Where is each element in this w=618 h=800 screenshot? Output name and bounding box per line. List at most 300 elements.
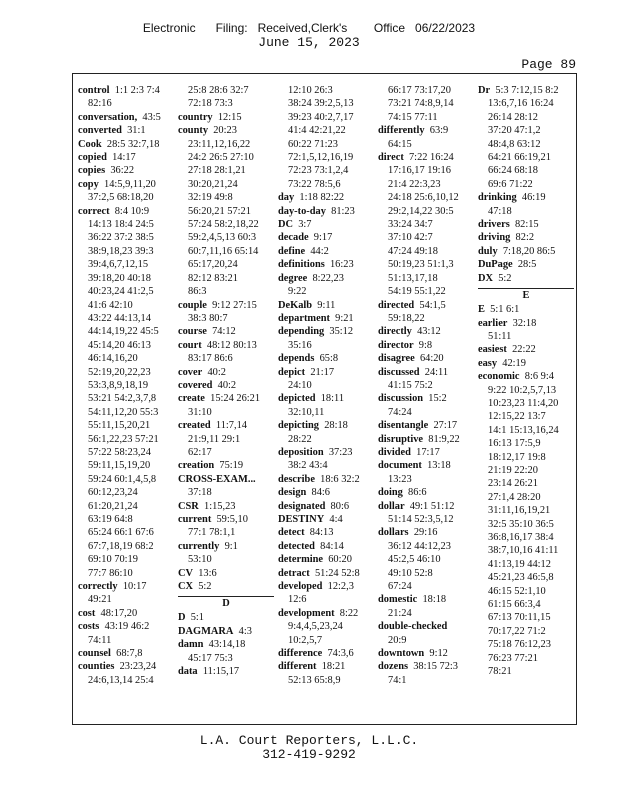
index-page-refs: 32:18 <box>512 317 537 329</box>
index-term: dollars <box>378 527 409 539</box>
index-term: disagree <box>378 353 415 365</box>
index-page-refs: 9:11 <box>317 299 336 311</box>
index-page-refs: 36:22 <box>110 165 135 177</box>
index-entry <box>278 567 374 580</box>
index-entry-continuation: 37:2,5 68:18,20 <box>88 192 154 204</box>
index-page-refs: 7:18,20 86:5 <box>502 245 556 257</box>
index-page-refs: 18:21 <box>321 661 346 673</box>
index-entry <box>378 392 474 405</box>
index-entry <box>78 124 174 137</box>
index-entry <box>378 299 474 312</box>
index-entry-continuation: 27:1,4 28:20 <box>488 491 541 503</box>
index-entry-continuation: 9:22 10:2,5,7,13 <box>488 384 557 396</box>
index-term: counsel <box>78 648 111 660</box>
index-entry <box>378 419 474 432</box>
index-page-refs: 54:1,5 <box>419 299 446 311</box>
index-page-refs: 18:11 <box>320 393 345 405</box>
index-term: duly <box>478 245 498 257</box>
index-entry <box>378 620 474 633</box>
index-page-refs: 29:16 <box>413 527 438 539</box>
index-entry-continuation: 52:19,20,22,23 <box>88 366 151 378</box>
index-entry <box>378 433 474 446</box>
index-entry-continuation: 38:9,18,23 39:3 <box>88 245 154 257</box>
index-page-refs: 17:17 <box>416 446 440 458</box>
index-entry <box>178 124 274 137</box>
index-term: design <box>278 487 307 499</box>
index-entry-continuation: 46:14,16,20 <box>88 353 138 365</box>
index-entry-continuation: 36:22 37:2 38:5 <box>88 232 154 244</box>
index-entry-continuation: 43:22 44:13,14 <box>88 312 151 324</box>
index-entry <box>478 357 574 370</box>
index-page-refs: 63:9 <box>429 125 449 137</box>
index-entry <box>378 339 474 352</box>
index-term: direct <box>378 152 404 164</box>
index-entry-continuation: 48:4,8 63:12 <box>488 138 541 150</box>
index-entry <box>378 352 474 365</box>
index-term: drivers <box>478 219 510 231</box>
index-entry <box>478 218 574 231</box>
index-entry-continuation: 82:16 <box>88 98 112 110</box>
index-page-refs: 9:17 <box>313 232 333 244</box>
index-entry-continuation: 64:15 <box>388 138 412 150</box>
index-entry-continuation: 12:15,22 13:7 <box>488 411 546 423</box>
section-letter: D <box>222 598 230 610</box>
transcript-date: June 15, 2023 <box>258 35 360 50</box>
index-page-refs: 81:23 <box>331 205 355 217</box>
index-entry <box>378 151 474 164</box>
index-term: DAGMARA <box>178 625 234 637</box>
index-entry-continuation: 37:18 <box>188 487 212 499</box>
index-term: economic <box>478 371 520 383</box>
index-entry-continuation: 24:18 25:6,10,12 <box>388 192 459 204</box>
index-entry-continuation: 45:2,5 46:10 <box>388 554 441 566</box>
index-entry-continuation: 51:13,17,18 <box>388 272 438 284</box>
index-entry-continuation: 65:24 66:1 67:6 <box>88 527 154 539</box>
index-page-refs: 64:20 <box>419 353 444 365</box>
index-entry-continuation: 16:13 17:5,9 <box>488 438 541 450</box>
index-entry-continuation: 54:11,12,20 55:3 <box>88 406 159 418</box>
index-entry-continuation: 64:21 66:19,21 <box>488 152 551 164</box>
index-entry-continuation: 67:13 70:11,15 <box>488 612 551 624</box>
index-term: define <box>278 245 306 257</box>
index-entry <box>278 580 374 593</box>
index-page-refs: 82:2 <box>515 232 535 244</box>
index-term: determine <box>278 554 324 566</box>
index-page-refs: 74:12 <box>212 326 236 338</box>
index-term: court <box>178 339 202 351</box>
index-entry-continuation: 47:18 <box>488 205 512 217</box>
index-page-refs: 48:17,20 <box>100 607 138 619</box>
index-page-refs: 18:18 <box>422 594 447 606</box>
index-entry <box>278 312 374 325</box>
index-entry <box>278 446 374 459</box>
index-term: control <box>78 85 110 96</box>
index-entry-continuation: 67:24 <box>388 581 412 593</box>
index-page-refs: 9:21 <box>335 312 354 324</box>
index-entry-continuation: 62:17 <box>188 446 212 458</box>
index-page-refs: 27:17 <box>433 420 458 432</box>
index-term: couple <box>178 299 207 311</box>
index-term: discussion <box>378 393 424 405</box>
index-page-refs: 40:2 <box>207 366 226 378</box>
index-entry-continuation: 14:13 18:4 24:5 <box>88 219 154 231</box>
index-column-4 <box>378 84 474 687</box>
index-entry-continuation: 38:24 39:2,5,13 <box>288 98 354 110</box>
index-entry <box>178 299 274 312</box>
index-term: DESTINY <box>278 514 325 525</box>
index-entry-continuation: 18:12,17 19:8 <box>488 451 546 463</box>
index-entry-continuation: 51:14 52:3,5,12 <box>388 514 454 525</box>
index-entry-continuation: 60:22 71:23 <box>288 138 338 150</box>
index-entry <box>78 164 174 177</box>
index-entry <box>378 500 474 513</box>
index-entry <box>278 526 374 539</box>
index-page-refs: 15:24 26:21 <box>210 393 261 405</box>
index-entry <box>278 660 374 673</box>
index-entry-continuation: 27:18 28:1,21 <box>188 165 246 177</box>
index-entry-continuation: 21:9,11 29:1 <box>188 433 241 445</box>
index-entry-continuation: 36:8,16,17 38:4 <box>488 532 554 543</box>
index-term: easy <box>478 357 498 369</box>
index-term: domestic <box>378 594 418 606</box>
index-term: data <box>178 666 198 678</box>
index-term: depends <box>278 353 315 365</box>
index-term: differently <box>378 125 425 137</box>
index-term: cost <box>78 607 96 619</box>
index-entry-continuation: 10:23,23 11:4,20 <box>488 397 559 409</box>
index-entry <box>278 607 374 620</box>
index-entry-continuation: 57:22 58:23,24 <box>88 446 151 458</box>
index-entry <box>278 486 374 499</box>
index-entry <box>378 446 474 459</box>
index-entry <box>78 580 174 593</box>
index-term: director <box>378 339 414 351</box>
index-term: definitions <box>278 259 325 271</box>
index-entry-continuation: 52:13 65:8,9 <box>288 674 341 686</box>
index-page-refs: 14:17 <box>112 152 136 164</box>
index-term: doing <box>378 487 403 499</box>
index-entry-continuation: 41:6 42:10 <box>88 299 133 311</box>
index-entry-continuation: 32:10,11 <box>288 406 325 418</box>
index-entry-continuation: 86:3 <box>188 286 207 298</box>
index-term: create <box>178 393 205 405</box>
index-entry <box>278 500 374 513</box>
filing-stamp: Electronic Filing: Received,Clerk's Office 06/22/2023 <box>142 21 476 35</box>
index-term: E <box>478 304 485 316</box>
index-entry-continuation: 26:14 28:12 <box>488 111 538 123</box>
index-entry <box>178 473 274 486</box>
index-entry <box>278 191 374 204</box>
index-entry-continuation: 32:19 49:8 <box>188 192 233 204</box>
index-page-refs: 49:1 51:12 <box>409 500 455 512</box>
index-term: covered <box>178 379 213 391</box>
index-term: document <box>378 460 422 472</box>
index-page-refs: 18:6 32:2 <box>320 473 360 485</box>
index-page-refs: 12:2,3 <box>327 581 354 593</box>
index-entry-continuation: 46:15 52:1,10 <box>488 585 546 597</box>
index-entry-continuation: 47:24 49:18 <box>388 245 438 257</box>
index-page-refs: 81:9,22 <box>428 433 460 445</box>
index-entry <box>178 392 274 405</box>
index-entry <box>478 191 574 204</box>
index-page-refs: 40:2 <box>217 379 237 391</box>
index-page-refs: 15:2 <box>428 393 447 405</box>
index-entry <box>78 178 174 191</box>
index-entry-continuation: 45:17 75:3 <box>188 652 233 664</box>
index-page-refs: 5:3 7:12,15 8:2 <box>495 85 559 96</box>
index-term: course <box>178 326 207 338</box>
index-page-refs: 1:1 2:3 7:4 <box>114 85 160 96</box>
index-entry-continuation: 69:6 71:22 <box>488 178 533 190</box>
index-entry-continuation: 53:3,8,9,18,19 <box>88 379 149 391</box>
index-term: day-to-day <box>278 205 326 217</box>
index-term: directly <box>378 326 412 338</box>
index-entry-continuation: 37:20 47:1,2 <box>488 125 541 137</box>
index-page-refs: 9:1 <box>224 540 238 552</box>
reporter-company: L.A. Court Reporters, L.L.C. <box>199 733 419 748</box>
index-column-1 <box>78 84 174 687</box>
index-page-refs: 5:2 <box>498 272 512 284</box>
index-page-refs: 13:6 <box>198 567 217 579</box>
index-entry-continuation: 50:19,23 51:1,3 <box>388 259 454 271</box>
index-entry <box>478 231 574 244</box>
index-entry <box>378 486 474 499</box>
index-entry <box>478 303 574 316</box>
index-entry-continuation: 41:4 42:21,22 <box>288 125 346 137</box>
index-entry <box>378 366 474 379</box>
index-term: current <box>178 514 212 525</box>
index-entry-continuation: 61:15 66:3,4 <box>488 599 541 611</box>
index-page-refs: 13:18 <box>427 460 451 472</box>
index-term: decade <box>278 232 309 244</box>
index-term: degree <box>278 272 308 284</box>
section-letter: E <box>522 290 530 302</box>
index-entry-continuation: 23:14 26:21 <box>488 478 538 490</box>
index-term: depicted <box>278 393 316 405</box>
index-page-refs: 86:6 <box>408 487 427 499</box>
index-entry-continuation: 9:4,4,5,23,24 <box>288 621 343 633</box>
index-entry <box>378 647 474 660</box>
index-page-refs: 35:12 <box>329 326 354 338</box>
index-entry <box>378 593 474 606</box>
index-entry <box>278 647 374 660</box>
index-entry <box>78 151 174 164</box>
index-term: county <box>178 125 209 137</box>
index-page-refs: 8:22,23 <box>312 272 344 284</box>
index-entry-continuation: 75:18 76:12,23 <box>488 639 551 651</box>
index-page-refs: 12:15 <box>217 111 242 123</box>
index-entry-continuation: 67:7,18,19 68:2 <box>88 540 154 552</box>
index-entry <box>178 611 274 624</box>
index-term: downtown <box>378 648 425 660</box>
index-page-refs: 74:3,6 <box>327 648 354 660</box>
index-entry-continuation: 39:4,6,7,12,15 <box>88 259 149 271</box>
index-term: development <box>278 607 335 619</box>
index-entry-continuation: 17:16,17 19:16 <box>388 165 451 177</box>
index-entry-continuation: 25:8 28:6 32:7 <box>188 85 249 96</box>
index-entry <box>278 231 374 244</box>
index-entry-continuation: 53:10 <box>188 554 212 566</box>
index-page-refs: 10:17 <box>122 581 147 593</box>
index-entry-continuation: 78:21 <box>488 666 512 678</box>
index-entry <box>78 660 174 673</box>
index-page-refs: 16:23 <box>329 259 354 271</box>
index-entry-continuation: 41:13,19 44:12 <box>488 558 551 570</box>
index-entry-continuation: 49:10 52:8 <box>388 567 433 579</box>
index-entry <box>78 607 174 620</box>
index-entry <box>278 419 374 432</box>
reporter-phone: 312-419-9292 <box>262 747 356 762</box>
index-term: correctly <box>78 581 118 593</box>
index-entry-continuation: 56:20,21 57:21 <box>188 205 251 217</box>
index-entry-continuation: 56:1,22,23 57:21 <box>88 433 159 445</box>
index-entry <box>178 665 274 678</box>
index-page-refs: 5:2 <box>198 581 212 593</box>
index-term: DeKalb <box>278 299 313 311</box>
index-page-refs: 5:1 <box>190 612 204 624</box>
index-term: directed <box>378 299 415 311</box>
index-entry-continuation: 30:20,21,24 <box>188 178 238 190</box>
index-page-refs: 24:11 <box>424 366 449 378</box>
index-term: dollar <box>378 500 405 512</box>
index-entry <box>478 317 574 330</box>
index-term: detected <box>278 540 315 552</box>
index-entry-continuation: 13:6,7,16 16:24 <box>488 98 554 110</box>
index-term: DX <box>478 272 494 284</box>
index-page-refs: 38:15 72:3 <box>413 661 458 673</box>
index-entry-continuation: 54:19 55:1,22 <box>388 286 446 298</box>
index-entry-continuation: 60:7,11,16 65:14 <box>188 245 259 257</box>
index-entry-continuation: 13:23 <box>388 473 412 485</box>
index-term: difference <box>278 648 323 660</box>
index-term: Cook <box>78 138 102 150</box>
index-entry-continuation: 83:17 86:6 <box>188 353 233 365</box>
index-term: CROSS-EXAM... <box>178 473 256 485</box>
index-entry <box>178 379 274 392</box>
index-entry <box>178 580 274 593</box>
index-entry <box>78 647 174 660</box>
index-term: depending <box>278 326 325 338</box>
index-entry <box>278 272 374 285</box>
index-entry-continuation: 44:14,19,22 45:5 <box>88 326 159 338</box>
index-term: creation <box>178 460 215 472</box>
index-term: detect <box>278 527 305 539</box>
index-term: CX <box>178 581 194 593</box>
index-term: divided <box>378 446 411 458</box>
index-entry-continuation: 59:2,4,5,13 60:3 <box>188 232 257 244</box>
index-entry <box>278 258 374 271</box>
index-page-refs: 80:6 <box>330 500 350 512</box>
index-entry-continuation: 28:22 <box>288 433 312 445</box>
index-entry <box>478 272 574 285</box>
index-entry <box>278 325 374 338</box>
index-term: correct <box>78 205 110 217</box>
index-entry <box>178 540 274 553</box>
index-entry-continuation: 33:24 34:7 <box>388 219 433 231</box>
index-entry-continuation: 57:24 58:2,18,22 <box>188 219 259 231</box>
index-entry <box>178 638 274 651</box>
index-entry-continuation: 74:24 <box>388 406 412 418</box>
index-entry-continuation: 36:12 44:12,23 <box>388 540 451 552</box>
index-entry-continuation: 73:22 78:5,6 <box>288 178 341 190</box>
index-term: counties <box>78 661 115 673</box>
index-entry-continuation: 77:1 78:1,1 <box>188 527 236 539</box>
index-term: depicting <box>278 420 319 432</box>
index-page-refs: 9:8 <box>418 339 433 351</box>
index-page-refs: 43:14,18 <box>208 639 246 651</box>
index-entry-continuation: 59:18,22 <box>388 312 425 324</box>
index-entry-continuation: 14:1 15:13,16,24 <box>488 424 559 436</box>
index-entry-continuation: 61:20,21,24 <box>88 500 138 512</box>
index-page-refs: 8:6 9:4 <box>524 371 554 383</box>
index-entry <box>278 218 374 231</box>
index-page-refs: 4:4 <box>329 514 343 525</box>
index-entry-continuation: 74:11 <box>88 634 112 646</box>
index-entry-continuation: 10:2,5,7 <box>288 634 323 646</box>
index-entry-continuation: 32:5 35:10 36:5 <box>488 518 554 530</box>
index-page-refs: 46:19 <box>521 192 546 204</box>
index-entry-continuation: 69:10 70:19 <box>88 554 138 566</box>
index-term: dozens <box>378 661 409 673</box>
page-number: Page 89 <box>521 57 576 72</box>
index-entry <box>78 84 174 97</box>
index-page-refs: 20:23 <box>213 125 237 137</box>
index-entry <box>178 339 274 352</box>
index-page-refs: 8:22 <box>339 607 359 619</box>
index-page-refs: 9:12 27:15 <box>212 299 257 311</box>
index-page-refs: 84:6 <box>311 487 330 499</box>
index-term: disruptive <box>378 433 424 445</box>
index-page-refs: 68:7,8 <box>116 648 143 660</box>
index-term: describe <box>278 473 315 485</box>
index-entry-continuation: 24:6,13,14 25:4 <box>88 674 154 686</box>
index-entry <box>478 343 574 356</box>
index-page-refs: 14:5,9,11,20 <box>104 178 156 190</box>
index-entry <box>478 245 574 258</box>
index-entry <box>78 138 174 151</box>
index-entry-continuation: 51:11 <box>488 330 512 342</box>
index-entry-continuation: 38:7,10,16 41:11 <box>488 545 559 557</box>
index-entry-continuation: 76:23 77:21 <box>488 652 538 664</box>
index-page-refs: 65:8 <box>319 353 339 365</box>
index-entry <box>478 258 574 271</box>
index-term: CSR <box>178 500 199 512</box>
index-page-refs: 42:19 <box>502 357 526 369</box>
index-page-refs: 22:22 <box>512 344 536 356</box>
index-entry <box>78 620 174 633</box>
index-entry <box>78 111 174 124</box>
index-entry-continuation: 59:24 60:1,4,5,8 <box>88 473 157 485</box>
index-entry <box>278 245 374 258</box>
index-term: deposition <box>278 446 324 458</box>
index-entry <box>178 567 274 580</box>
index-entry-continuation: 49:21 <box>88 594 112 606</box>
index-term: DC <box>278 219 294 231</box>
index-page-refs: 28:5 32:7,18 <box>106 138 160 150</box>
index-entry <box>178 419 274 432</box>
index-entry-continuation: 41:15 75:2 <box>388 379 433 391</box>
index-term: converted <box>78 125 122 137</box>
index-entry-continuation: 37:10 42:7 <box>388 232 433 244</box>
index-entry-continuation: 66:24 68:18 <box>488 165 538 177</box>
index-page-refs: 23:23,24 <box>119 661 157 673</box>
index-entry-continuation: 77:7 86:10 <box>88 567 133 579</box>
index-column-3 <box>278 84 374 687</box>
index-term: created <box>178 420 211 432</box>
index-entry-continuation: 38:2 43:4 <box>288 460 328 472</box>
index-entry <box>178 513 274 526</box>
index-page-refs: 3:7 <box>298 219 312 231</box>
